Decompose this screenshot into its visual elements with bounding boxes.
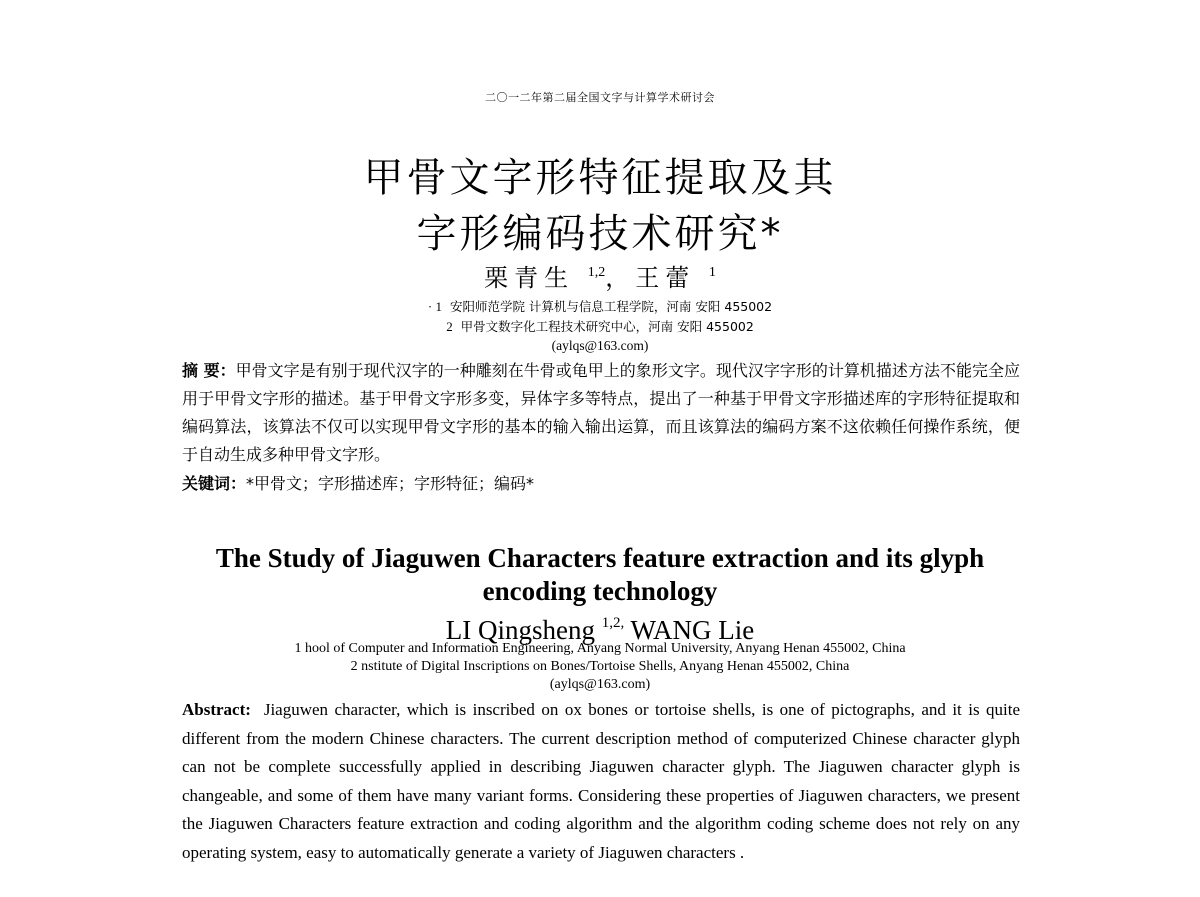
affiliation-2-text: 甲骨文数字化工程技术研究中心，河南 安阳 455002 [460,319,754,334]
english-email: (aylqs@163.com) [549,677,651,692]
affiliation-1-text: 安阳师范学院 计算机与信息工程学院，河南 安阳 455002 [449,299,773,314]
author-2-cn: 王蕾 [635,264,696,292]
author-1-en: LI Qingsheng [445,615,595,645]
english-abstract-text: Jiaguwen character, which is inscribed on ox bones or tortoise shells, is one of pictographs, and it is quite different from the modern Chinese characters. The current description method of computerized Chinese character glyph can not be complete successfully applied in describing Jiaguwen character glyph. The Jiaguwen character glyph is changeable, and some of them have many variant forms. Considering these properties of Jiaguwen characters, we present the Jiaguwen Characters feature extraction and coding algorithm and the algorithm coding scheme does not rely on any operating system, easy to automatically generate a variety of Jiaguwen characters . [182,700,1021,862]
author-2-en: WANG Lie [630,615,755,645]
english-affiliation-2: 2 nstitute of Digital Inscriptions on Bones/Tortoise Shells, Anyang Henan 455002, China [350,659,850,674]
english-title [0,542,1200,608]
author-1-en-affiliation-mark: 1,2, [601,615,625,631]
author-1-cn: 栗青生 [484,264,575,292]
conference-header: 二〇一二年第二届全国文字与计算学术研讨会 [485,91,715,104]
chinese-abstract-label: 摘 要： [182,361,236,380]
chinese-abstract [182,357,1020,469]
chinese-keywords [182,470,1020,498]
english-abstract-label: Abstract: [182,700,251,719]
chinese-affiliation-2 [0,317,1200,336]
english-abstract [182,696,1020,867]
chinese-authors [0,258,1200,293]
chinese-keywords-label: 关键词： [182,474,247,493]
chinese-title-line-1: 甲骨文字形特征提取及其 [363,155,837,201]
chinese-abstract-text: 甲骨文字是有别于现代汉字的一种雕刻在牛骨或龟甲上的象形文字。现代汉字字形的计算机描述方法不能完全应用于甲骨文字形的描述。基于甲骨文字形多变，异体字多等特点，提出了一种基于甲骨文字形描述库的字形特征提取和编码算法，该算法不仅可以实现甲骨文字形的基本的输入输出运算，而且该算法的编码方案不这依赖任何操作系统，便于自动生成多种甲骨文字形。 [182,361,1020,464]
english-title-line-2: encoding technology [482,576,718,606]
author-separator: ， [605,264,636,292]
chinese-title-line-2: 字形编码技术研究* [416,211,784,257]
author-2-cn-affiliation-mark: 1 [708,265,716,280]
chinese-keywords-text: *甲骨文；字形描述库；字形特征；编码* [246,474,535,493]
chinese-title [0,150,1200,262]
english-title-line-1: The Study of Jiaguwen Characters feature extraction and its glyph [215,543,985,573]
author-1-cn-affiliation-mark: 1,2 [587,265,606,280]
chinese-affiliation-1 [0,297,1200,316]
affiliation-2-mark: 2 [446,319,453,334]
english-affiliation-1: 1 hool of Computer and Information Engineering, Anyang Normal University, Anyang Henan 455002, China [294,641,906,656]
affiliation-1-mark: · 1 [427,299,442,314]
chinese-email: (aylqs@163.com) [551,338,649,353]
